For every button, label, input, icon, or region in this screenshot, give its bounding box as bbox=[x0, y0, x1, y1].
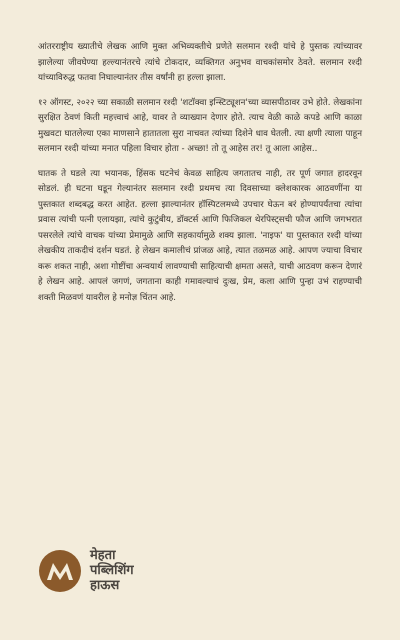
blurb-paragraph-3: घातक ते घडले त्या भयानक, हिंसक घटनेचं केवळ साहित्य जगतातच नाही, तर पूर्ण जगात हादरवून सोडलं. ही घटना घडून गेल्यानंतर सलमान रश्दी प्रथमच त्या दिवसाच्या क्लेशकारक आठवणींना या पुस्तकात शब्दबद्ध करत आहेत. हल्ला झाल्यानंतर हॉस्पिटलमध्ये उपचार घेऊन बरं होण्यापर्यंतचा त्यांचा प्रवास त्यांची पत्नी एलायझा, त्यांचे कुटुंबीय, डॉक्टर्स आणि फिजिकल थेरपिस्ट्सची फौज आणि जगभरात पसरलेले त्यांचे वाचक यांच्या प्रेमामुळे आणि सहकार्यामुळे शक्य झाला. 'नाइफ' या पुस्तकात रश्दी यांच्या लेखकीय ताकदीचं दर्शन घडतं. हे लेखन कमालीचं प्रांजळ आहे, त्यात तळमळ आहे. आपण ज्याचा विचार करू शकत नाही, अशा गोष्टींचा अन्वयार्थ लावण्याची साहित्याची क्षमता असते, याची आठवण करून देणारं हे लेखन आहे. आपलं जगणं, जगताना काही गमावल्याचं दुःख, प्रेम, कला आणि पुन्हा उभं राहण्याची शक्ती मिळवणं यावरील हे मनोज्ञ चिंतन आहे. bbox=[38, 168, 362, 303]
back-cover-text bbox=[38, 40, 362, 315]
publisher-name-line-3: हाऊस bbox=[90, 578, 120, 593]
blurb-paragraph-2: १२ ऑगस्ट, २०२२ च्या सकाळी सलमान रश्दी 'शटॉक्वा इन्स्टिट्यूशन'च्या व्यासपीठावर उभे होते. लेखकांना सुरक्षित ठेवणं किती महत्त्वाचं आहे, यावर ते व्याख्यान देणार होते. त्याच वेळी काळे कपडे आणि काळा मुखवटा घातलेल्या एका माणसाने हातातला सुरा नाचवत त्यांच्या दिशेने धाव घेतली. त्या क्षणी त्याला पाहून सलमान रश्दी यांच्या मनात पहिला विचार होता - अच्छा! तो तू आहेस तर! तू आला आहेस.. bbox=[38, 97, 362, 154]
publisher-logo bbox=[38, 548, 134, 593]
publisher-name bbox=[90, 548, 134, 593]
mehta-m-logo-icon bbox=[38, 549, 82, 593]
publisher-name-line-2: पब्लिशिंग bbox=[90, 563, 134, 578]
publisher-name-line-1: मेहता bbox=[90, 548, 116, 563]
blurb-paragraph-1: आंतरराष्ट्रीय ख्यातीचे लेखक आणि मुक्त अभिव्यक्तीचे प्रणेते सलमान रश्दी यांचे हे पुस्तक त्यांच्यावर झालेल्या जीवघेण्या हल्ल्यानंतरचे त्यांचे टोकदार, व्यक्तिगत अनुभव वाचकांसमोर ठेवते. सलमान रश्दी यांच्याविरुद्ध फतवा निघाल्यानंतर तीस वर्षांनी हा हल्ला झाला. bbox=[38, 42, 362, 83]
